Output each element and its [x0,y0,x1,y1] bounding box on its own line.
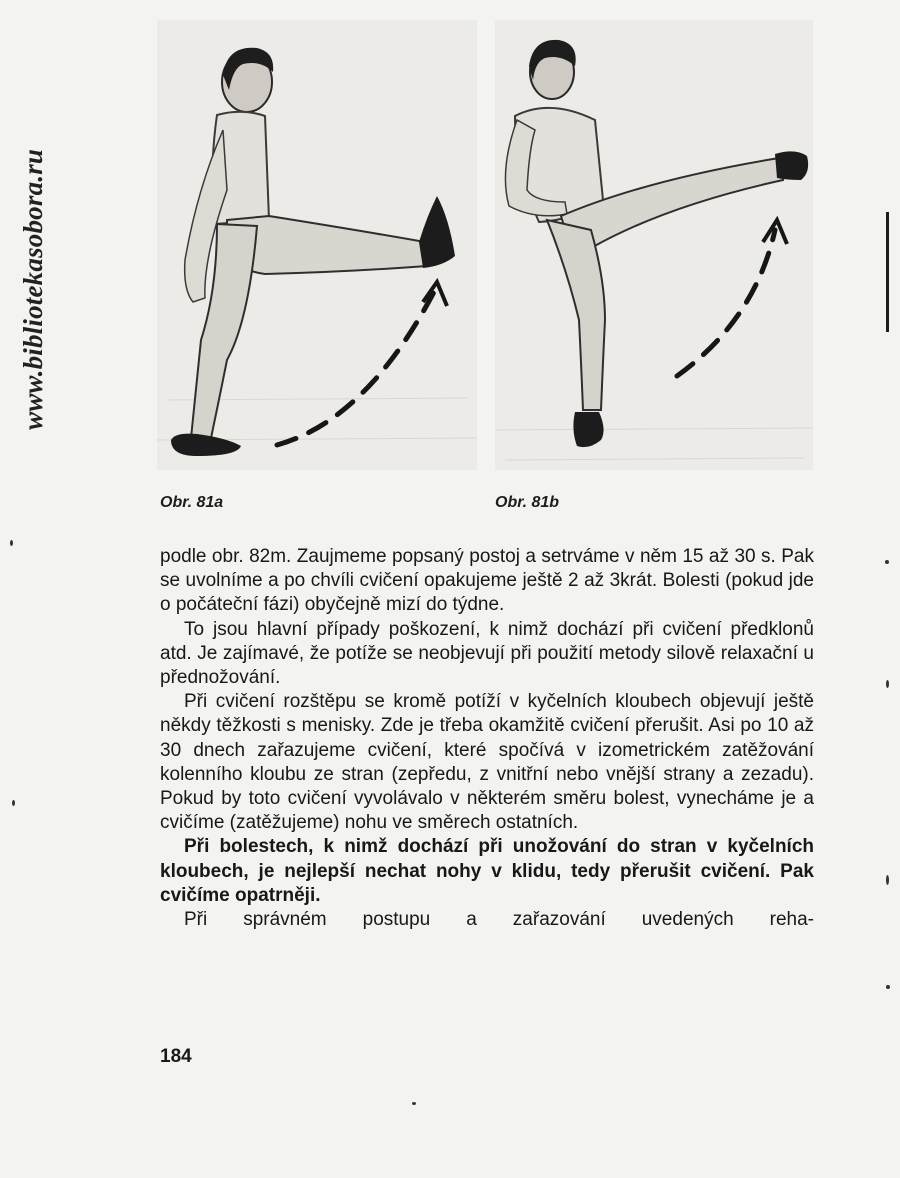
margin-scan-mark [886,212,889,332]
scan-speck [10,540,13,546]
figure-81b-caption: Obr. 81b [495,494,560,511]
watermark [18,148,48,850]
watermark-text: www.bibliotekasobora.ru [18,148,48,430]
figure-81b-photo [495,20,813,470]
figure-81a-caption: Obr. 81a [160,494,224,511]
scan-speck [885,560,889,564]
body-text [160,545,814,932]
scan-speck [886,680,889,688]
scan-speck [412,1102,416,1105]
scan-speck [886,875,889,885]
paragraph-5: Při správném postupu a zařazování uvedených reha- [184,909,814,931]
paragraph-2: To jsou hlavní případy poškození, k nimž dochází při cvičení předklonů atd. Je zajímavé, že potíže se neobjevují při použití metody silově relaxační u přednožování. [160,618,814,689]
scan-speck [886,985,890,989]
front-kick-illustration [157,20,477,470]
paragraph-1: podle obr. 82m. Zaujmeme popsaný postoj a setrváme v něm 15 až 30 s. Pak se uvolníme a po chvíli cvičení opakujeme ještě 2 až 3krát. Bolesti (pokud jde o počáteční fázi) obyčejně mizí do týdne. [160,546,814,616]
paragraph-4: Při bolestech, k nimž dochází při unožování do stran v kyčelních kloubech, je nejlepší nechat nohy v klidu, tedy přerušit cvičení. Pak cvičíme opatrněji. [160,836,814,906]
figure-81a-photo [157,20,477,470]
scan-speck [12,800,15,806]
side-kick-illustration [495,20,813,470]
paragraph-3: Při cvičení rozštěpu se kromě potíží v kyčelních kloubech objevují ještě někdy těžkosti s menisky. Zde je třeba okamžitě cvičení přerušit. Asi po 10 až 30 dnech zařazujeme cvičení, které spočívá v izometrickém zatěžování kolenního kloubu ze stran (zepředu, z vnitřní nebo vnější strany a zezadu). Pokud by toto cvičení vyvolávalo v některém směru bolest, vynecháme je a cvičíme (zatěžujeme) nohu ve směrech ostatních. [160,691,814,834]
page-number: 184 [160,1046,192,1067]
